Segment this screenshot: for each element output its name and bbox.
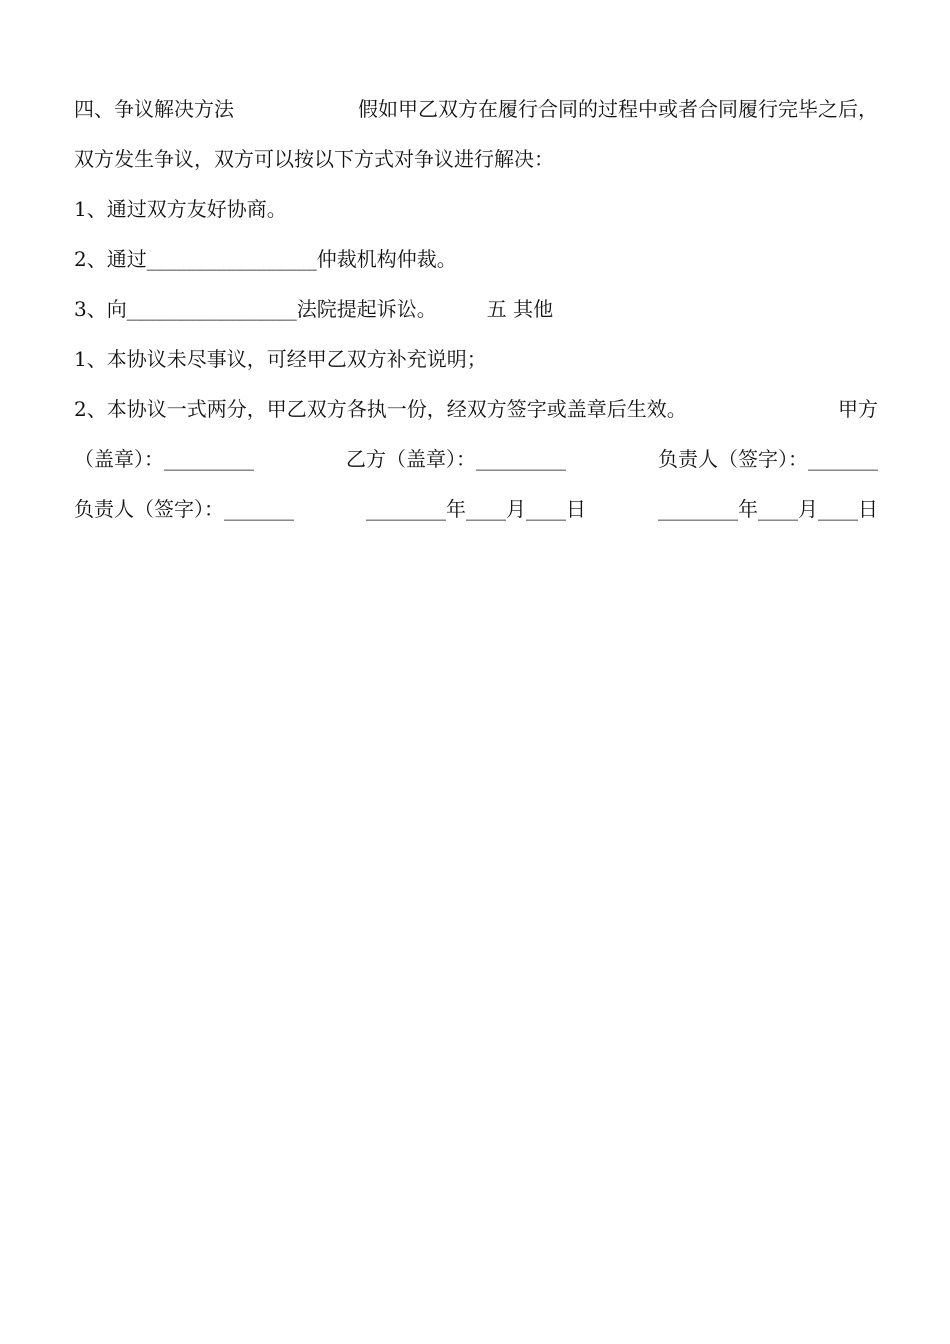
contract-page <box>74 84 878 534</box>
party-b-label: 乙方（盖章）： <box>346 447 476 471</box>
section5-item2 <box>74 384 878 434</box>
section4-line1 <box>74 84 878 134</box>
section5-title: 五 其他 <box>486 297 554 321</box>
party-b-blank: _________ <box>476 447 566 471</box>
party-a-label-part1: 甲方 <box>838 397 878 421</box>
date-a: ________年____月____日 <box>366 497 586 521</box>
signature-line1 <box>74 434 878 484</box>
signature-line2 <box>74 484 878 534</box>
section5-item1 <box>74 334 878 384</box>
rep-a-label: 负责人（签字）： <box>658 447 808 471</box>
party-a-seal <box>74 434 254 484</box>
section4-title: 四、争议解决方法 <box>74 97 234 121</box>
rep-b-blank: _______ <box>224 497 294 521</box>
section5-item2-text: 2、本协议一式两分，甲乙双方各执一份，经双方签字或盖章后生效。 <box>74 397 687 421</box>
court-blank: _________________ <box>126 297 297 321</box>
date-b: ________年____月____日 <box>658 497 878 521</box>
section4-item2-suffix: 仲裁机构仲裁。 <box>316 247 457 271</box>
rep-a-sign <box>658 434 878 484</box>
section4-line2 <box>74 134 878 184</box>
party-a-label-part2: （盖章）： <box>74 447 164 471</box>
rep-b-sign <box>74 484 294 534</box>
rep-b-label: 负责人（签字）： <box>74 497 224 521</box>
section4-item3-suffix: 法院提起诉讼。 <box>296 297 437 321</box>
arbitration-blank: _________________ <box>146 247 317 271</box>
rep-a-blank: _______ <box>808 447 878 471</box>
section4-item3 <box>74 284 878 334</box>
section4-intro-part1: 假如甲乙双方在履行合同的过程中或者合同履行完毕之后， <box>358 97 878 121</box>
section4-item2-prefix: 2、通过 <box>74 247 147 271</box>
section5-item1-text: 1、本协议未尽事议，可经甲乙双方补充说明； <box>74 347 487 371</box>
section4-item3-prefix: 3、向 <box>74 297 127 321</box>
section4-item2 <box>74 234 878 284</box>
party-a-blank: _________ <box>164 447 254 471</box>
section4-intro-part2: 双方发生争议，双方可以按以下方式对争议进行解决： <box>74 147 554 171</box>
section4-item1 <box>74 184 878 234</box>
party-b-seal <box>346 434 566 484</box>
section4-item1-text: 1、通过双方友好协商。 <box>74 197 287 221</box>
